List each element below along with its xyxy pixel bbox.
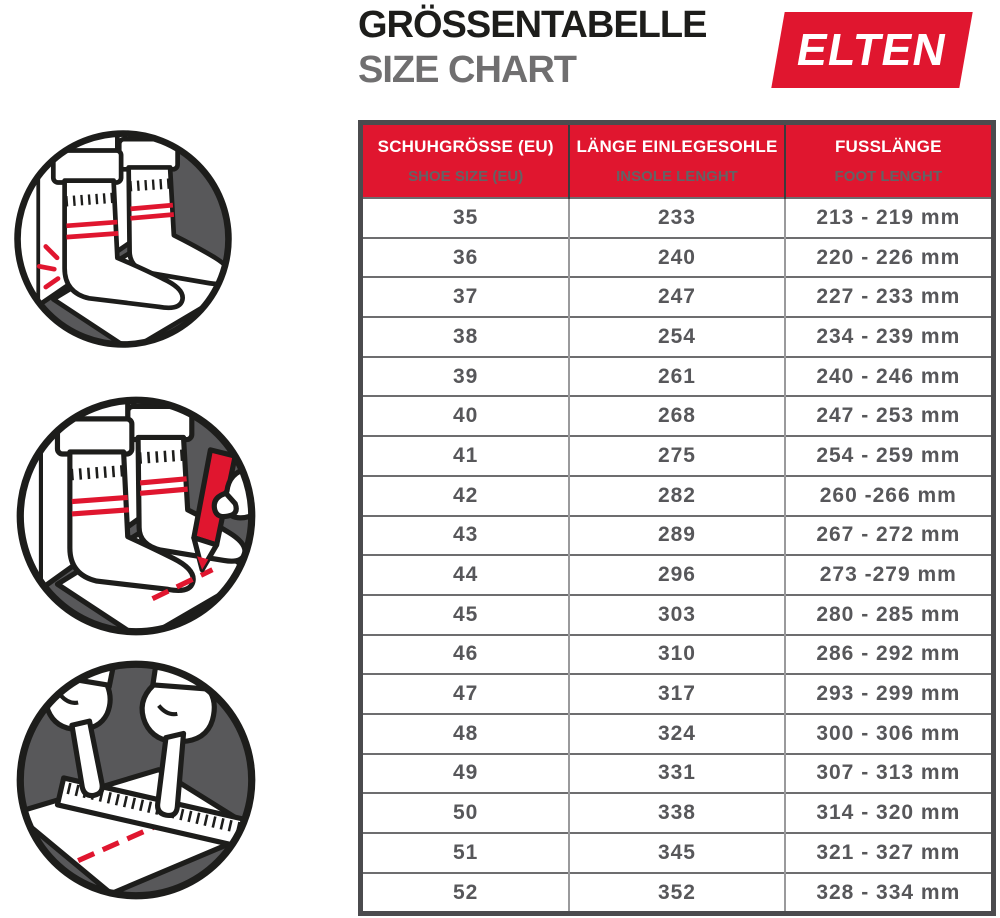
- foot-length-cell: 240 - 246 mm: [785, 357, 994, 397]
- foot-length-cell: 260 -266 mm: [785, 476, 994, 516]
- shoe-size-cell: 39: [361, 357, 570, 397]
- shoe-size-cell: 50: [361, 793, 570, 833]
- shoe-size-cell: 46: [361, 635, 570, 675]
- table-row: [361, 476, 994, 516]
- column-header-shoe-size: [361, 123, 570, 199]
- mark-toe-with-pencil-illustration: [12, 392, 260, 640]
- shoe-size-cell: 36: [361, 238, 570, 278]
- page-title-german: GRÖSSENTABELLE: [358, 4, 707, 46]
- foot-length-cell: 293 - 299 mm: [785, 674, 994, 714]
- column-header-shoe-size-en: SHOE SIZE (EU): [408, 168, 524, 185]
- foot-length-cell: 220 - 226 mm: [785, 238, 994, 278]
- table-row: [361, 198, 994, 238]
- table-row: [361, 396, 994, 436]
- page-title-english: SIZE CHART: [358, 49, 576, 91]
- insole-length-cell: 282: [569, 476, 784, 516]
- insole-length-cell: 345: [569, 833, 784, 873]
- column-header-insole-length: [569, 123, 784, 199]
- insole-length-cell: 261: [569, 357, 784, 397]
- table-row: [361, 357, 994, 397]
- table-row: [361, 317, 994, 357]
- shoe-size-cell: 43: [361, 516, 570, 556]
- insole-length-cell: 310: [569, 635, 784, 675]
- column-header-foot-length-de: FUSSLÄNGE: [834, 137, 942, 156]
- foot-length-cell: 234 - 239 mm: [785, 317, 994, 357]
- table-row: [361, 833, 994, 873]
- foot-length-cell: 321 - 327 mm: [785, 833, 994, 873]
- foot-length-cell: 280 - 285 mm: [785, 595, 994, 635]
- insole-length-cell: 338: [569, 793, 784, 833]
- shoe-size-cell: 49: [361, 754, 570, 794]
- insole-length-cell: 303: [569, 595, 784, 635]
- foot-length-cell: 286 - 292 mm: [785, 635, 994, 675]
- table-row: [361, 516, 994, 556]
- foot-length-cell: 300 - 306 mm: [785, 714, 994, 754]
- table-row: [361, 555, 994, 595]
- foot-length-cell: 254 - 259 mm: [785, 436, 994, 476]
- table-row: [361, 873, 994, 914]
- size-table-header: [361, 123, 994, 199]
- shoe-size-cell: 52: [361, 873, 570, 914]
- table-row: [361, 714, 994, 754]
- insole-length-cell: 296: [569, 555, 784, 595]
- table-row: [361, 277, 994, 317]
- foot-length-cell: 213 - 219 mm: [785, 198, 994, 238]
- foot-length-cell: 273 -279 mm: [785, 555, 994, 595]
- foot-length-cell: 307 - 313 mm: [785, 754, 994, 794]
- insole-length-cell: 268: [569, 396, 784, 436]
- shoe-size-cell: 41: [361, 436, 570, 476]
- insole-length-cell: 254: [569, 317, 784, 357]
- table-row: [361, 436, 994, 476]
- insole-length-cell: 352: [569, 873, 784, 914]
- shoe-size-cell: 35: [361, 198, 570, 238]
- insole-length-cell: 247: [569, 277, 784, 317]
- insole-length-cell: 324: [569, 714, 784, 754]
- shoe-size-cell: 38: [361, 317, 570, 357]
- measure-with-ruler-illustration: [12, 656, 260, 904]
- size-table: [358, 120, 996, 916]
- table-row: [361, 674, 994, 714]
- foot-length-cell: 227 - 233 mm: [785, 277, 994, 317]
- insole-length-cell: 275: [569, 436, 784, 476]
- size-table-body: [361, 198, 994, 914]
- insole-length-cell: 331: [569, 754, 784, 794]
- table-row: [361, 754, 994, 794]
- shoe-size-cell: 51: [361, 833, 570, 873]
- insole-length-cell: 240: [569, 238, 784, 278]
- insole-length-cell: 233: [569, 198, 784, 238]
- column-header-insole-length-de: LÄNGE EINLEGESOHLE: [576, 137, 778, 156]
- shoe-size-cell: 44: [361, 555, 570, 595]
- shoe-size-cell: 48: [361, 714, 570, 754]
- elten-logo: [771, 12, 972, 88]
- page-title: [358, 2, 706, 92]
- foot-length-cell: 247 - 253 mm: [785, 396, 994, 436]
- table-row: [361, 635, 994, 675]
- shoe-size-cell: 40: [361, 396, 570, 436]
- column-header-shoe-size-de: SCHUHGRÖSSE (EU): [377, 137, 554, 156]
- shoe-size-cell: 45: [361, 595, 570, 635]
- column-header-foot-length: [785, 123, 994, 199]
- table-row: [361, 793, 994, 833]
- shoe-size-cell: 42: [361, 476, 570, 516]
- shoe-size-cell: 47: [361, 674, 570, 714]
- column-header-insole-length-en: INSOLE LENGHT: [616, 168, 738, 185]
- heel-against-wall-illustration: [10, 126, 236, 352]
- table-row: [361, 238, 994, 278]
- foot-length-cell: 314 - 320 mm: [785, 793, 994, 833]
- insole-length-cell: 317: [569, 674, 784, 714]
- foot-length-cell: 328 - 334 mm: [785, 873, 994, 914]
- column-header-foot-length-en: FOOT LENGHT: [834, 168, 943, 185]
- table-row: [361, 595, 994, 635]
- foot-length-cell: 267 - 272 mm: [785, 516, 994, 556]
- shoe-size-cell: 37: [361, 277, 570, 317]
- insole-length-cell: 289: [569, 516, 784, 556]
- elten-logo-text: ELTEN: [792, 24, 952, 75]
